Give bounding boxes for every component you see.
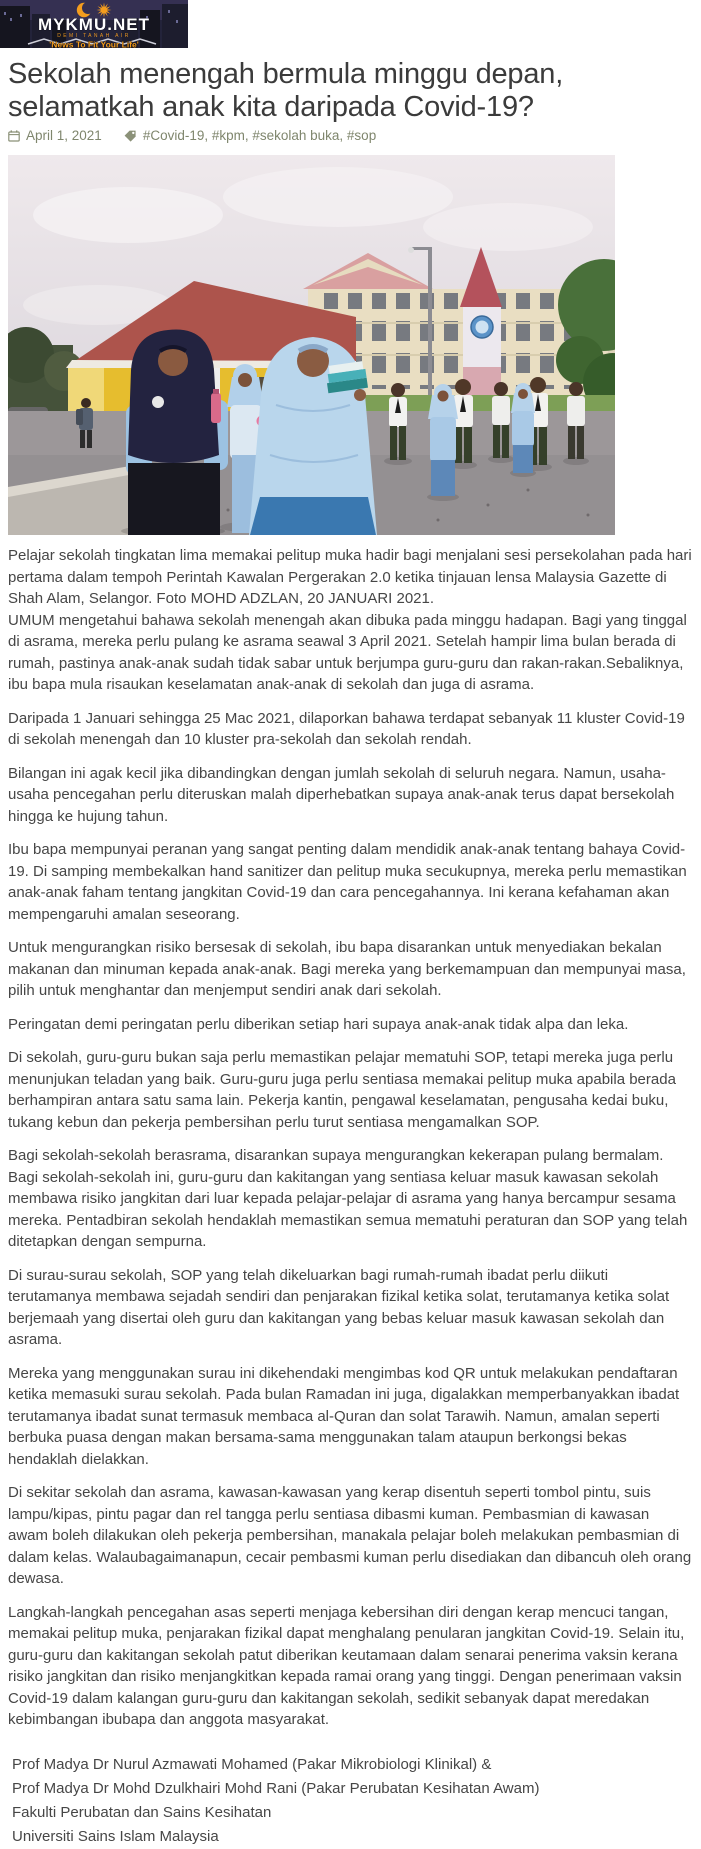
tag-icon xyxy=(124,130,137,142)
article-title: Sekolah menengah bermula minggu depan, selamatkah anak kita daripada Covid-19? xyxy=(8,58,564,123)
paragraph: Di sekolah, guru-guru bukan saja perlu memastikan pelajar mematuhi SOP, tetapi mereka juga perlu menunjukan teladan yang baik. Guru-guru juga perlu sentiasa memakai pelitup muka apabila berada berhampiran antara satu sama lain. Pekerja kantin, pengawal keselamatan, pengusaha kedai buku, tukang kebun dan pekerja pembersihan perlu turut sentiasa mengamalkan SOP. xyxy=(8,1049,676,1131)
paragraph: Peringatan demi peringatan perlu diberikan setiap hari supaya anak-anak tidak alpa dan leka. xyxy=(8,1015,629,1033)
signature-line: Prof Madya Dr Nurul Azmawati Mohamed (Pakar Mikrobiologi Klinikal) & xyxy=(12,1755,492,1773)
signature-line: Fakulti Perubatan dan Sains Kesihatan xyxy=(12,1803,272,1821)
logo-tagline-bottom: 'News To Fit Your Life' xyxy=(49,39,139,48)
post-tags-text[interactable]: #Covid-19, #kpm, #sekolah buka, #sop xyxy=(142,128,377,143)
article-body xyxy=(8,545,692,1848)
paragraph: UMUM mengetahui bahawa sekolah menengah akan dibuka pada minggu hadapan. Bagi yang tinggal di asrama, mereka perlu pulang ke asrama seawal 3 April 2021. Setelah hampir lima bulan berada di rumah, pastinya anak-anak sudah tidak sabar untuk berjumpa guru-guru dan rakan-rakan.Sebaliknya, ibu bapa mula risaukan keselamatan anak-anak di sekolah dan juga di asrama. xyxy=(8,611,687,693)
site-logo-image xyxy=(0,0,188,48)
site-logo[interactable] xyxy=(0,0,188,48)
paragraph: Bagi sekolah-sekolah berasrama, disarankan supaya mengurangkan kekerapan pulang bermalam. Bagi sekolah-sekolah ini, guru-guru dan kakitangan yang sentiasa keluar masuk kawasan sekolah membawa risiko jangkitan dari luar kepada pelajar-pelajar di asrama yang hanya bercampur sesama mereka. Pentadbiran sekolah hendaklah memastikan semua mematuhi peraturan dan SOP yang telah ditetapkan dengan sempurna. xyxy=(8,1147,688,1250)
photo-caption: Pelajar sekolah tingkatan lima memakai pelitup muka hadir bagi menjalani sesi persekolahan pada hari pertama dalam tempoh Perintah Kawalan Pergerakan 2.0 ketika tinjauan lensa Malaysia Gazette di Shah Alam, Selangor. Foto MOHD ADZLAN, 20 JANUARI 2021. xyxy=(8,547,692,607)
calendar-icon xyxy=(8,130,20,142)
paragraph: Ibu bapa mempunyai peranan yang sangat penting dalam mendidik anak-anak tentang bahaya Covid-19. Di samping membekalkan hand sanitizer dan pelitup muka secukupnya, mereka perlu memastikan anak-anak faham tentang jangkitan Covid-19 dan cara pencegahannya. Ini kerana kefahaman akan mempengaruhi amalan seseorang. xyxy=(8,841,687,923)
signature-line: Prof Madya Dr Mohd Dzulkhairi Mohd Rani (Pakar Perubatan Kesihatan Awam) xyxy=(12,1779,540,1797)
signature-block xyxy=(8,1753,692,1848)
paragraph: Mereka yang menggunakan surau ini dikehendaki mengimbas kod QR untuk melakukan pendaftaran ketika memasuki surau sekolah. Pada bulan Ramadan ini juga, digalakkan memperbanyakkan ibadat terutamanya ibadat sunat termasuk membaca al-Quran dan solat Tarawih. Namun, amalan seperti berbuka puasa dengan makan bersama-sama menggunakan talam ataupun berkongsi bekas hendaklah dielakkan. xyxy=(8,1364,680,1468)
post-date-text: April 1, 2021 xyxy=(26,128,102,143)
post-date xyxy=(8,128,102,143)
paragraph: Bilangan ini agak kecil jika dibandingkan dengan jumlah sekolah di seluruh negara. Namun, usaha-usaha pencegahan perlu diteruskan malah diperhebatkan supaya anak-anak terus dapat bersekolah hingga ke hujung tahun. xyxy=(8,764,675,825)
paragraph: Daripada 1 Januari sehingga 25 Mac 2021, dilaporkan bahawa terdapat sebanyak 11 kluster Covid-19 di sekolah menengah dan 10 kluster pra-sekolah dan sekolah rendah. xyxy=(8,709,685,748)
post-tags[interactable] xyxy=(124,128,376,143)
photo-foreground-girl-navy-hijab xyxy=(121,330,228,536)
paragraph: Untuk mengurangkan risiko bersesak di sekolah, ibu bapa disarankan untuk menyediakan bekalan makanan dan minuman kepada anak-anak. Bagi mereka yang berkemampuan dan mempunyai masa, pilih untuk menghantar dan menjemput sendiri anak dari sekolah. xyxy=(8,939,686,999)
article-meta xyxy=(8,128,692,143)
paragraph: Di surau-surau sekolah, SOP yang telah dikeluarkan bagi rumah-rumah ibadat perlu diikuti terutamanya membawa sejadah sendiri dan penjarakan fizikal ketika solat, terutamanya ketika solat berjemaah yang disertai oleh guru dan kakitangan yang bebas keluar masuk kawasan sekolah dan asrama. xyxy=(8,1266,670,1348)
photo-foreground-girl-blue-hijab xyxy=(249,337,377,535)
paragraph: Langkah-langkah pencegahan asas seperti menjaga kebersihan diri dengan kerap mencuci tangan, memakai pelitup muka, penjarakan fizikal dapat menghalang penularan jangkitan Covid-19. Selain itu, guru-guru dan kakitangan sekolah patut diberikan keutamaan dalam senarai penerima vaksin kerana risiko jangkitan dan risiko menjangkitkan kepada ramai orang yang tinggi. Dengan penerimaan vaksin Covid-19 dalam kalangan guru-guru dan kakitangan sekolah, sedikit sebanyak dapat meredakan kebimbangan ibubapa dan anggota masyarakat. xyxy=(8,1603,685,1728)
logo-tagline-top: DEMI TANAH AIR xyxy=(57,33,131,39)
paragraph: Di sekitar sekolah dan asrama, kawasan-kawasan yang kerap disentuh seperti tombol pintu, suis lampu/kipas, pintu pagar dan rel tangga perlu sentiasa dibasmi kuman. Pembasmian di kawasan awam boleh dilakukan oleh pekerja pembersihan, manakala pelajar boleh melakukan pembasmian di dalam kelas. Walaubagaimanapun, cecair pembasmi kuman perlu disediakan dan dibancuh oleh orang dewasa. xyxy=(8,1484,692,1587)
logo-site-name: MYKMU.NET xyxy=(38,15,150,34)
signature-line: Universiti Sains Islam Malaysia xyxy=(12,1827,219,1845)
article-photo xyxy=(8,155,615,535)
article-content xyxy=(0,58,701,1848)
